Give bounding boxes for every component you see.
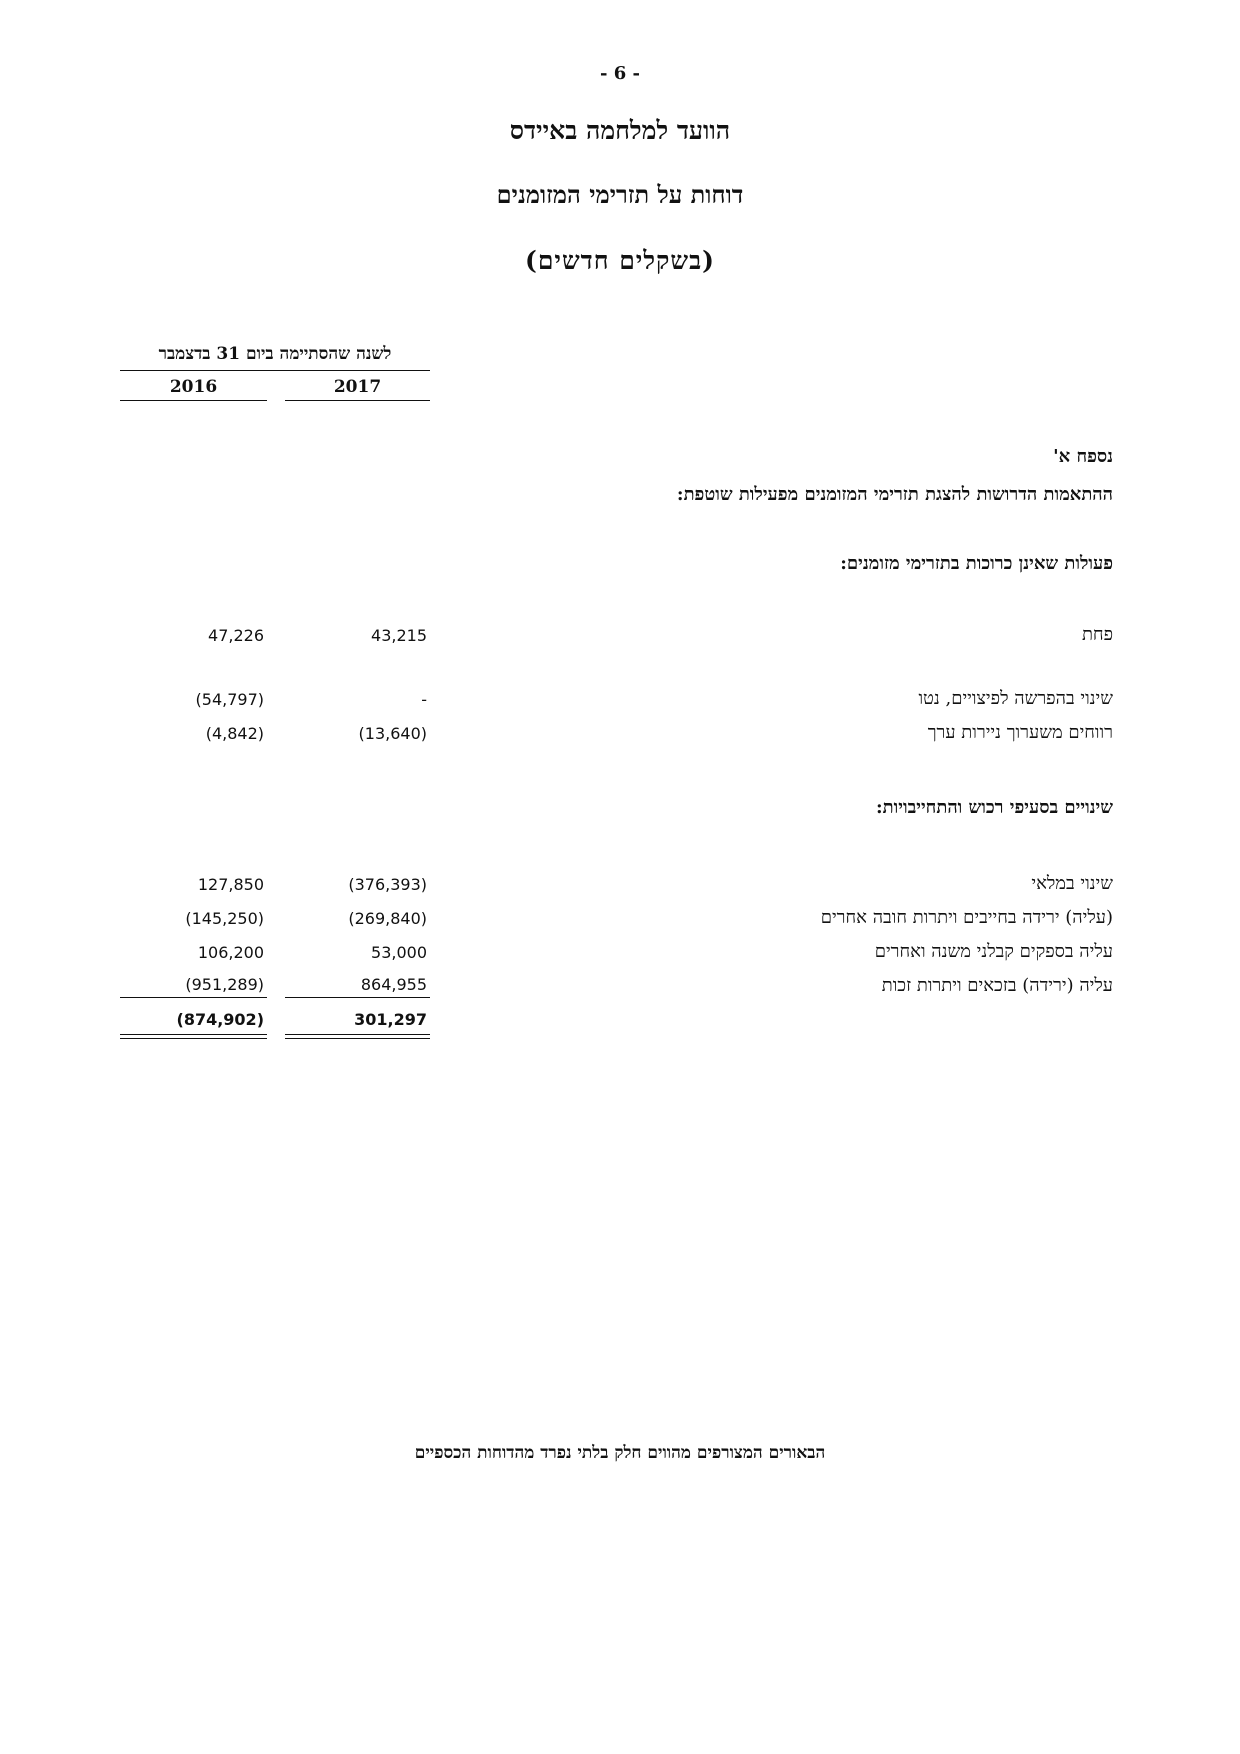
row-value-2016: (54,797) bbox=[195, 690, 264, 709]
row-value-2016: (4,842) bbox=[205, 724, 264, 743]
total-double-rule-2017-b bbox=[285, 1038, 430, 1039]
row-value-2016: 47,226 bbox=[208, 626, 264, 645]
row-value-2016: 106,200 bbox=[197, 943, 264, 962]
section-noncash-title: פעולות שאינן כרוכות בתזרימי מזומנים: bbox=[840, 553, 1113, 574]
row-value-2017: 864,955 bbox=[360, 975, 427, 994]
total-double-rule-2016-a bbox=[120, 1034, 267, 1035]
total-2016: (874,902) bbox=[176, 1010, 264, 1029]
row-label: שינוי במלאי bbox=[1031, 873, 1113, 894]
row-value-2016: 127,850 bbox=[197, 875, 264, 894]
footer-note: הבאורים המצורפים מהווים חלק בלתי נפרד מהדוחות הכספיים bbox=[414, 1443, 826, 1463]
row-label: רווחים משערוך ניירות ערך bbox=[927, 722, 1113, 743]
appendix-title: נספח א' bbox=[1053, 446, 1113, 467]
organization-name: הוועד למלחמה באיידס bbox=[509, 116, 731, 145]
total-double-rule-2016-b bbox=[120, 1038, 267, 1039]
currency-note: (בשקלים חדשים) bbox=[524, 246, 715, 275]
section-changes-title: שינויים בסעיפי רכוש והתחייבויות: bbox=[876, 797, 1113, 818]
total-double-rule-2017-a bbox=[285, 1034, 430, 1035]
year-2017-header: 2017 bbox=[333, 377, 382, 397]
row-value-2017: 53,000 bbox=[371, 943, 427, 962]
row-value-2017: 43,215 bbox=[371, 626, 427, 645]
column-header-rule bbox=[120, 370, 430, 371]
row-label: עליה בספקים קבלני משנה ואחרים bbox=[874, 941, 1113, 962]
column-header: לשנה שהסתיימה ביום 31 בדצמבר bbox=[158, 344, 392, 364]
year-2016-rule bbox=[120, 400, 267, 401]
row-label: שינוי בהפרשה לפיצויים, נטו bbox=[918, 688, 1113, 709]
row-value-2016: (951,289) bbox=[185, 975, 264, 994]
total-2017: 301,297 bbox=[354, 1010, 427, 1029]
row-value-2017: (13,640) bbox=[358, 724, 427, 743]
subtotal-rule-2017 bbox=[285, 997, 430, 998]
row-value-2016: (145,250) bbox=[185, 909, 264, 928]
year-2016-header: 2016 bbox=[169, 377, 218, 397]
row-label: עליה (ירידה) בזכאים ויתרות זכות bbox=[881, 975, 1113, 996]
row-label: פחת bbox=[1081, 624, 1113, 645]
appendix-subtitle: ההתאמות הדרושות להצגת תזרימי המזומנים מפעילות שוטפת: bbox=[676, 484, 1113, 505]
report-title: דוחות על תזרימי המזומנים bbox=[496, 180, 744, 209]
row-value-2017: (376,393) bbox=[348, 875, 427, 894]
row-label: (עליה) ירידה בחייבים ויתרות חובה אחרים bbox=[820, 907, 1113, 928]
row-value-2017: - bbox=[421, 690, 427, 709]
page-number: - 6 - bbox=[600, 63, 640, 84]
row-value-2017: (269,840) bbox=[348, 909, 427, 928]
year-2017-rule bbox=[285, 400, 430, 401]
subtotal-rule-2016 bbox=[120, 997, 267, 998]
